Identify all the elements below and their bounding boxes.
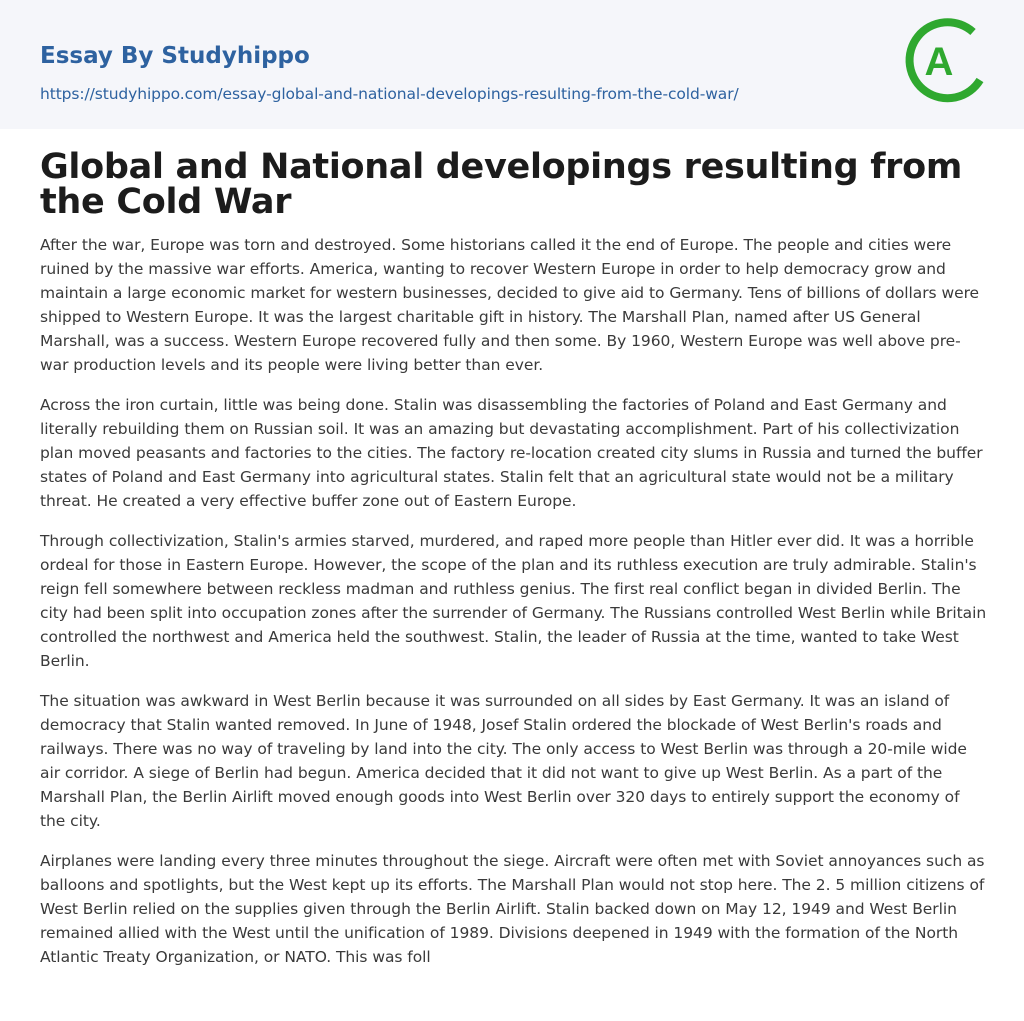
essay-paragraph: After the war, Europe was torn and destroyed. Some historians called it the end of Europe. The people and cities were ruined by the massive war efforts. America, wanting to recover Western Europe in order to help democracy grow and maintain a large economic market for western businesses, decided to give aid to Germany. Tens of billions of dollars were shipped to Western Europe. It was the largest charitable gift in history. The Marshall Plan, named after US General Marshall, was a success. Western Europe recovered fully and then some. By 1960, Western Europe was well above pre-war production levels and its people were living better than ever. — [40, 236, 980, 374]
site-title[interactable]: Essay By Studyhippo — [40, 43, 310, 69]
essay-title: Global and National developings resulting from the Cold War — [40, 147, 963, 222]
studyhippo-logo-icon[interactable] — [900, 16, 992, 108]
site-header — [0, 0, 1024, 129]
essay-content — [40, 147, 988, 985]
essay-paragraph: Across the iron curtain, little was being done. Stalin was disassembling the factories of Poland and East Germany and literally rebuilding them on Russian soil. It was an amazing but devastating accomplishment. Part of his collectivization plan moved peasants and factories to the cities. The factory re-location created city slums in Russia and turned the buffer states of Poland and East Germany into agricultural states. Stalin felt that an agricultural state would not be a military threat. He created a very effective buffer zone out of Eastern Europe. — [40, 396, 983, 510]
essay-paragraph: The situation was awkward in West Berlin because it was surrounded on all sides by East Germany. It was an island of democracy that Stalin wanted removed. In June of 1948, Josef Stalin ordered the blockade of West Berlin's roads and railways. There was no way of traveling by land into the city. The only access to West Berlin was through a 20-mile wide air corridor. A siege of Berlin had begun. America decided that it did not want to give up West Berlin. As a part of the Marshall Plan, the Berlin Airlift moved enough goods into West Berlin over 320 days to entirely support the economy of the city. — [40, 692, 967, 830]
essay-body — [40, 233, 988, 969]
logo-letter: A — [924, 40, 954, 84]
page-url-link[interactable]: https://studyhippo.com/essay-global-and-national-developings-resulting-from-the-cold-war/ — [40, 85, 739, 103]
essay-paragraph: Airplanes were landing every three minutes throughout the siege. Aircraft were often met with Soviet annoyances such as balloons and spotlights, but the West kept up its efforts. The Marshall Plan would not stop here. The 2. 5 million citizens of West Berlin relied on the supplies given through the Berlin Airlift. Stalin backed down on May 12, 1949 and West Berlin remained allied with the West until the unification of 1989. Divisions deepened in 1949 with the formation of the North Atlantic Treaty Organization, or NATO. This was foll — [40, 852, 985, 966]
essay-paragraph: Through collectivization, Stalin's armies starved, murdered, and raped more people than Hitler ever did. It was a horrible ordeal for those in Eastern Europe. However, the scope of the plan and its ruthless execution are truly admirable. Stalin's reign fell somewhere between reckless madman and ruthless genius. The first real conflict began in divided Berlin. The city had been split into occupation zones after the surrender of Germany. The Russians controlled West Berlin while Britain controlled the northwest and America held the southwest. Stalin, the leader of Russia at the time, wanted to take West Berlin. — [40, 532, 987, 670]
